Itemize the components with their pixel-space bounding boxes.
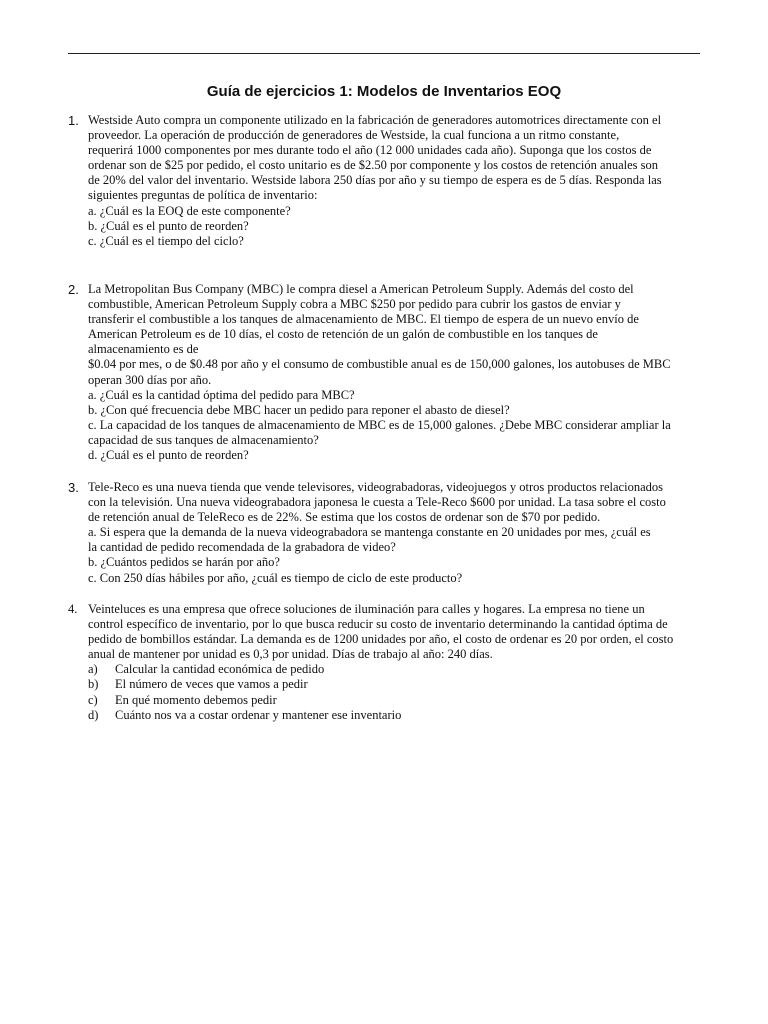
text-line: Tele-Reco es una nueva tienda que vende televisores, videograbadoras, videojuegos y otros productos relacionados [88,480,663,494]
question-number: 4. [68,602,78,616]
list-item-text: En qué momento debemos pedir [115,692,277,707]
question-body [88,282,700,463]
list-item-text: Calcular la cantidad económica de pedido [115,662,325,677]
text-line: de retención anual de TeleReco es de 22%. Se estima que los costos de ordenar son de $70 por pedido. [88,510,601,525]
list-item-label: a) [88,662,98,677]
text-line: pedido de bombillos estándar. La demanda es de 1200 unidades por año, el costo de ordenar es 20 por orden, el costo [88,632,674,647]
text-line: Veinteluces es una empresa que ofrece soluciones de iluminación para calles y hogares. La empresa no tiene un [88,602,645,616]
text-line: La Metropolitan Bus Company (MBC) le compra diesel a American Petroleum Supply. Además del costo del [88,282,634,296]
question-body [88,480,700,586]
list-item-text: Cuánto nos va a costar ordenar y mantener ese inventario [115,707,402,722]
list-item [88,677,700,692]
text-line: ordenar son de $25 por pedido, el costo unitario es de $2.50 por componente y los costos de retención anuales son [88,158,659,173]
question-number: 1. [68,113,79,128]
question-number: 2. [68,282,79,297]
question-body [88,113,700,249]
list-item [88,693,700,708]
text-line: la cantidad de pedido recomendada de la grabadora de video? [88,540,396,555]
question-number: 3. [68,480,79,495]
list-item-label: c) [88,692,98,707]
list-item [88,708,700,723]
text-line: de 20% del valor del inventario. Westside labora 250 días por año y su tiempo de espera es de 5 días. Responda las [88,173,662,188]
text-line: c. Con 250 días hábiles por año, ¿cuál es tiempo de ciclo de este producto? [88,570,463,585]
text-line: a. ¿Cuál es la cantidad óptima del pedido para MBC? [88,387,355,402]
question-body [88,602,700,723]
list-item-text: El número de veces que vamos a pedir [115,677,308,692]
text-line: Westside Auto compra un componente utilizado en la fabricación de generadores automotrices directamente con el [88,113,662,127]
text-line: siguientes preguntas de política de inventario: [88,188,318,203]
list-item [88,662,700,677]
list-item-label: b) [88,677,99,692]
text-line: capacidad de sus tanques de almacenamiento? [88,432,319,447]
text-line: almacenamiento es de [88,342,199,357]
text-line: proveedor. La operación de producción de generadores de Westside, la cual funciona a un ritmo constante, [88,128,620,143]
text-line: transferir el combustible a los tanques de almacenamiento de MBC. El tiempo de espera de un nuevo envío de [88,312,639,327]
list-item-label: d) [88,707,99,722]
text-line: control específico de inventario, por lo que busca reducir su costo de inventario determinando la cantidad óptima de [88,617,668,632]
text-line: c. La capacidad de los tanques de almacenamiento de MBC es de 15,000 galones. ¿Debe MBC considerar ampliar la [88,417,671,432]
text-line: a. ¿Cuál es la EOQ de este componente? [88,203,291,218]
text-line: con la televisión. Una nueva videograbadora japonesa le cuesta a Tele-Reco $600 por unidad. La tasa sobre el costo [88,495,666,510]
text-line: b. ¿Cuántos pedidos se harán por año? [88,555,280,570]
text-line: operan 300 días por año. [88,372,212,387]
text-line: American Petroleum es de 10 días, el costo de retención de un galón de combustible en los tanques de [88,327,598,342]
text-line: c. ¿Cuál es el tiempo del ciclo? [88,233,244,248]
text-line: d. ¿Cuál es el punto de reorden? [88,448,249,463]
text-line: b. ¿Con qué frecuencia debe MBC hacer un pedido para reponer el abasto de diesel? [88,402,510,417]
text-line: requerirá 1000 componentes por mes durante todo el año (12 000 unidades cada año). Suponga que los costos de [88,143,652,158]
text-line: a. Si espera que la demanda de la nueva videograbadora se mantenga constante en 20 unidades por mes, ¿cuál es [88,525,651,540]
text-line: b. ¿Cuál es el punto de reorden? [88,218,249,233]
text-line: $0.04 por mes, o de $0.48 por año y el consumo de combustible anual es de 150,000 galones, los autobuses de MBC [88,357,671,372]
text-line: combustible, American Petroleum Supply cobra a MBC $250 por pedido para cubrir los gastos de enviar y [88,297,621,312]
text-line: anual de mantener por unidad es 0,3 por unidad. Días de trabajo al año: 240 días. [88,647,493,662]
header-rule [68,53,700,54]
document-title: Guía de ejercicios 1: Modelos de Inventarios EOQ [206,83,562,100]
